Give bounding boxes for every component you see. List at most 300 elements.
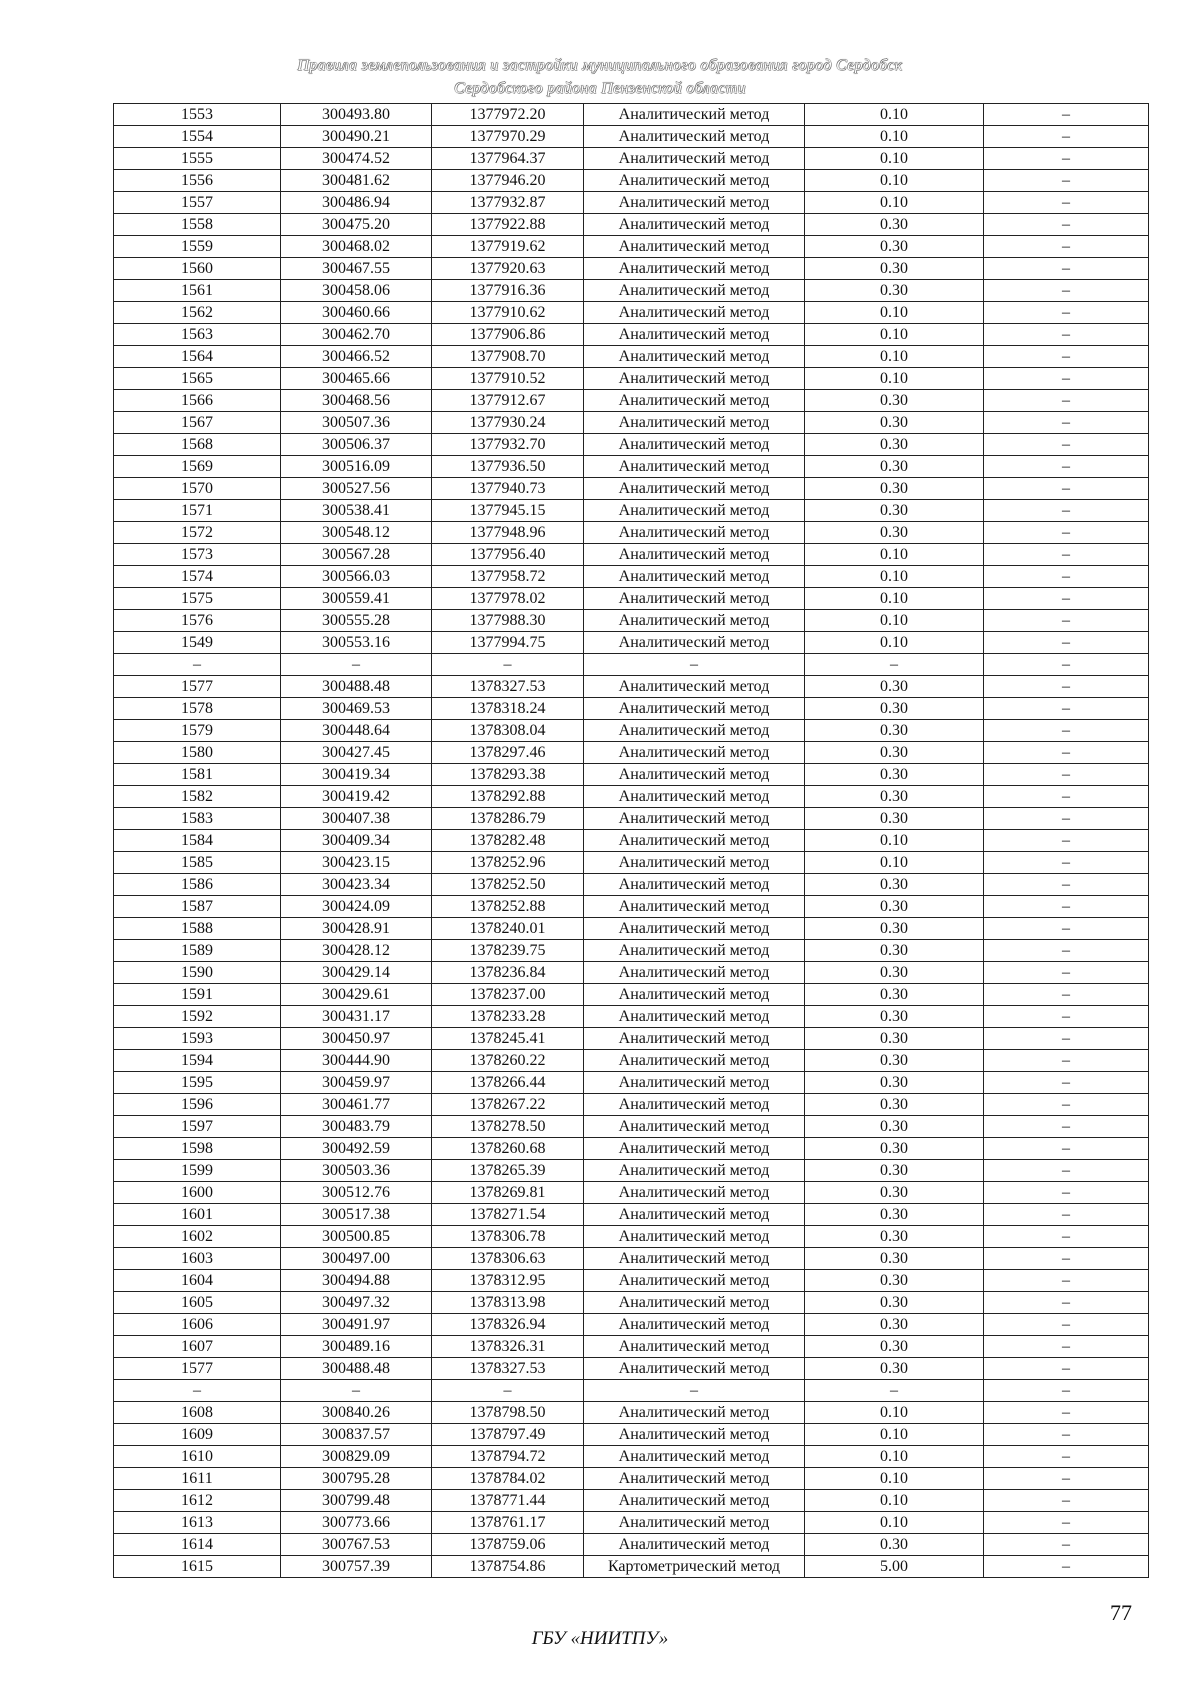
x-coordinate-cell: 300423.34	[281, 874, 432, 896]
x-coordinate-cell: 300506.37	[281, 434, 432, 456]
method-cell: Аналитический метод	[584, 1534, 805, 1556]
y-coordinate-cell: –	[432, 1380, 584, 1402]
y-coordinate-cell: 1378271.54	[432, 1204, 584, 1226]
table-row	[114, 544, 1149, 566]
accuracy-cell: 0.30	[805, 786, 984, 808]
y-coordinate-cell: 1378266.44	[432, 1072, 584, 1094]
point-number-cell: 1562	[114, 302, 281, 324]
point-number-cell: 1592	[114, 1006, 281, 1028]
note-cell: –	[984, 302, 1149, 324]
point-number-cell: –	[114, 1380, 281, 1402]
note-cell: –	[984, 434, 1149, 456]
method-cell: Аналитический метод	[584, 104, 805, 126]
method-cell: Аналитический метод	[584, 1336, 805, 1358]
point-number-cell: 1611	[114, 1468, 281, 1490]
accuracy-cell: 0.10	[805, 368, 984, 390]
point-number-cell: 1569	[114, 456, 281, 478]
note-cell: –	[984, 236, 1149, 258]
note-cell: –	[984, 742, 1149, 764]
point-number-cell: 1581	[114, 764, 281, 786]
y-coordinate-cell: 1378265.39	[432, 1160, 584, 1182]
method-cell: Аналитический метод	[584, 764, 805, 786]
table-row	[114, 324, 1149, 346]
accuracy-cell: 0.10	[805, 324, 984, 346]
point-number-cell: 1585	[114, 852, 281, 874]
accuracy-cell: 0.10	[805, 852, 984, 874]
x-coordinate-cell: 300424.09	[281, 896, 432, 918]
accuracy-cell: 0.10	[805, 170, 984, 192]
accuracy-cell: 0.30	[805, 1270, 984, 1292]
method-cell: Аналитический метод	[584, 280, 805, 302]
x-coordinate-cell: 300497.32	[281, 1292, 432, 1314]
table-row	[114, 1116, 1149, 1138]
note-cell: –	[984, 698, 1149, 720]
note-cell: –	[984, 1072, 1149, 1094]
y-coordinate-cell: 1378326.94	[432, 1314, 584, 1336]
accuracy-cell: 0.30	[805, 1116, 984, 1138]
accuracy-cell: 0.30	[805, 1204, 984, 1226]
note-cell: –	[984, 1204, 1149, 1226]
y-coordinate-cell: 1378239.75	[432, 940, 584, 962]
accuracy-cell: 0.10	[805, 1446, 984, 1468]
table-row	[114, 610, 1149, 632]
point-number-cell: 1570	[114, 478, 281, 500]
point-number-cell: 1603	[114, 1248, 281, 1270]
accuracy-cell: 0.10	[805, 588, 984, 610]
x-coordinate-cell: 300538.41	[281, 500, 432, 522]
accuracy-cell: 0.30	[805, 1248, 984, 1270]
note-cell: –	[984, 830, 1149, 852]
table-row	[114, 1512, 1149, 1534]
note-cell: –	[984, 1116, 1149, 1138]
y-coordinate-cell: 1378771.44	[432, 1490, 584, 1512]
x-coordinate-cell: 300444.90	[281, 1050, 432, 1072]
table-row	[114, 1314, 1149, 1336]
note-cell: –	[984, 214, 1149, 236]
y-coordinate-cell: 1378282.48	[432, 830, 584, 852]
point-number-cell: 1595	[114, 1072, 281, 1094]
note-cell: –	[984, 258, 1149, 280]
method-cell: Аналитический метод	[584, 1248, 805, 1270]
note-cell: –	[984, 1094, 1149, 1116]
note-cell: –	[984, 720, 1149, 742]
note-cell: –	[984, 148, 1149, 170]
accuracy-cell: 0.30	[805, 720, 984, 742]
note-cell: –	[984, 544, 1149, 566]
note-cell: –	[984, 412, 1149, 434]
point-number-cell: 1594	[114, 1050, 281, 1072]
note-cell: –	[984, 1028, 1149, 1050]
y-coordinate-cell: 1378759.06	[432, 1534, 584, 1556]
point-number-cell: 1606	[114, 1314, 281, 1336]
y-coordinate-cell: 1378308.04	[432, 720, 584, 742]
table-row	[114, 1204, 1149, 1226]
page-number: 77	[1110, 1600, 1132, 1625]
x-coordinate-cell: 300553.16	[281, 632, 432, 654]
table-row	[114, 1490, 1149, 1512]
method-cell: Аналитический метод	[584, 786, 805, 808]
accuracy-cell: 0.30	[805, 940, 984, 962]
x-coordinate-cell: 300567.28	[281, 544, 432, 566]
accuracy-cell: 0.30	[805, 434, 984, 456]
y-coordinate-cell: 1378798.50	[432, 1402, 584, 1424]
method-cell: Аналитический метод	[584, 522, 805, 544]
y-coordinate-cell: –	[432, 654, 584, 676]
point-number-cell: 1557	[114, 192, 281, 214]
x-coordinate-cell: 300458.06	[281, 280, 432, 302]
accuracy-cell: 0.30	[805, 742, 984, 764]
table-row	[114, 214, 1149, 236]
x-coordinate-cell: 300767.53	[281, 1534, 432, 1556]
table-row	[114, 1226, 1149, 1248]
y-coordinate-cell: 1377946.20	[432, 170, 584, 192]
x-coordinate-cell: 300488.48	[281, 676, 432, 698]
point-number-cell: 1615	[114, 1556, 281, 1578]
table-row	[114, 148, 1149, 170]
point-number-cell: 1610	[114, 1446, 281, 1468]
method-cell: Аналитический метод	[584, 544, 805, 566]
table-row	[114, 478, 1149, 500]
x-coordinate-cell: 300507.36	[281, 412, 432, 434]
method-cell: Аналитический метод	[584, 1314, 805, 1336]
point-number-cell: 1561	[114, 280, 281, 302]
point-number-cell: 1579	[114, 720, 281, 742]
method-cell: Аналитический метод	[584, 1402, 805, 1424]
note-cell: –	[984, 1402, 1149, 1424]
point-number-cell: 1613	[114, 1512, 281, 1534]
x-coordinate-cell: 300460.66	[281, 302, 432, 324]
table-row	[114, 588, 1149, 610]
table-row	[114, 1006, 1149, 1028]
point-number-cell: 1598	[114, 1138, 281, 1160]
x-coordinate-cell: –	[281, 654, 432, 676]
y-coordinate-cell: 1378286.79	[432, 808, 584, 830]
accuracy-cell: 0.10	[805, 1490, 984, 1512]
note-cell: –	[984, 1182, 1149, 1204]
point-number-cell: 1572	[114, 522, 281, 544]
y-coordinate-cell: 1377948.96	[432, 522, 584, 544]
note-cell: –	[984, 1138, 1149, 1160]
accuracy-cell: 0.30	[805, 1314, 984, 1336]
x-coordinate-cell: 300497.00	[281, 1248, 432, 1270]
y-coordinate-cell: 1377940.73	[432, 478, 584, 500]
running-header-line-2: Сердобского района Пензенской области	[454, 80, 746, 97]
point-number-cell: 1567	[114, 412, 281, 434]
x-coordinate-cell: 300494.88	[281, 1270, 432, 1292]
note-cell: –	[984, 324, 1149, 346]
y-coordinate-cell: 1378313.98	[432, 1292, 584, 1314]
x-coordinate-cell: 300427.45	[281, 742, 432, 764]
note-cell: –	[984, 1270, 1149, 1292]
point-number-cell: 1568	[114, 434, 281, 456]
y-coordinate-cell: 1378297.46	[432, 742, 584, 764]
note-cell: –	[984, 896, 1149, 918]
table-row	[114, 170, 1149, 192]
accuracy-cell: 0.10	[805, 104, 984, 126]
x-coordinate-cell: 300491.97	[281, 1314, 432, 1336]
method-cell: Аналитический метод	[584, 412, 805, 434]
table-row	[114, 962, 1149, 984]
point-number-cell: 1554	[114, 126, 281, 148]
y-coordinate-cell: 1378260.22	[432, 1050, 584, 1072]
method-cell: Аналитический метод	[584, 214, 805, 236]
x-coordinate-cell: 300461.77	[281, 1094, 432, 1116]
method-cell: Аналитический метод	[584, 1028, 805, 1050]
method-cell: Аналитический метод	[584, 720, 805, 742]
y-coordinate-cell: 1378260.68	[432, 1138, 584, 1160]
y-coordinate-cell: 1378306.63	[432, 1248, 584, 1270]
accuracy-cell: 0.10	[805, 148, 984, 170]
note-cell: –	[984, 500, 1149, 522]
table-row	[114, 280, 1149, 302]
y-coordinate-cell: 1378794.72	[432, 1446, 584, 1468]
method-cell: Аналитический метод	[584, 1072, 805, 1094]
accuracy-cell: 0.30	[805, 1094, 984, 1116]
note-cell: –	[984, 610, 1149, 632]
y-coordinate-cell: 1378267.22	[432, 1094, 584, 1116]
x-coordinate-cell: 300795.28	[281, 1468, 432, 1490]
table-row	[114, 390, 1149, 412]
x-coordinate-cell: 300462.70	[281, 324, 432, 346]
table-row	[114, 1138, 1149, 1160]
method-cell: Аналитический метод	[584, 1182, 805, 1204]
x-coordinate-cell: 300488.48	[281, 1358, 432, 1380]
method-cell: Аналитический метод	[584, 456, 805, 478]
point-number-cell: 1593	[114, 1028, 281, 1050]
accuracy-cell: 0.30	[805, 1050, 984, 1072]
y-coordinate-cell: 1378312.95	[432, 1270, 584, 1292]
y-coordinate-cell: 1377919.62	[432, 236, 584, 258]
y-coordinate-cell: 1377964.37	[432, 148, 584, 170]
coordinates-table-body	[114, 104, 1149, 1578]
note-cell: –	[984, 874, 1149, 896]
y-coordinate-cell: 1378292.88	[432, 786, 584, 808]
y-coordinate-cell: 1378233.28	[432, 1006, 584, 1028]
method-cell: Аналитический метод	[584, 1358, 805, 1380]
note-cell: –	[984, 1468, 1149, 1490]
note-cell: –	[984, 1226, 1149, 1248]
accuracy-cell: 0.30	[805, 1006, 984, 1028]
table-row	[114, 346, 1149, 368]
accuracy-cell: 0.30	[805, 1534, 984, 1556]
point-number-cell: 1604	[114, 1270, 281, 1292]
note-cell: –	[984, 588, 1149, 610]
table-row	[114, 500, 1149, 522]
note-cell: –	[984, 170, 1149, 192]
x-coordinate-cell: 300468.02	[281, 236, 432, 258]
accuracy-cell: 0.30	[805, 478, 984, 500]
x-coordinate-cell: 300409.34	[281, 830, 432, 852]
method-cell: Картометрический метод	[584, 1556, 805, 1578]
accuracy-cell: 0.10	[805, 1468, 984, 1490]
method-cell: Аналитический метод	[584, 1446, 805, 1468]
table-row	[114, 456, 1149, 478]
method-cell: Аналитический метод	[584, 632, 805, 654]
x-coordinate-cell: 300419.34	[281, 764, 432, 786]
x-coordinate-cell: 300474.52	[281, 148, 432, 170]
point-number-cell: 1602	[114, 1226, 281, 1248]
method-cell: Аналитический метод	[584, 1160, 805, 1182]
table-row	[114, 434, 1149, 456]
method-cell: Аналитический метод	[584, 918, 805, 940]
method-cell: Аналитический метод	[584, 1468, 805, 1490]
y-coordinate-cell: 1378797.49	[432, 1424, 584, 1446]
table-row	[114, 874, 1149, 896]
point-number-cell: 1573	[114, 544, 281, 566]
method-cell: Аналитический метод	[584, 324, 805, 346]
accuracy-cell: 0.10	[805, 1402, 984, 1424]
accuracy-cell: 0.10	[805, 302, 984, 324]
x-coordinate-cell: 300466.52	[281, 346, 432, 368]
x-coordinate-cell: 300799.48	[281, 1490, 432, 1512]
y-coordinate-cell: 1377970.29	[432, 126, 584, 148]
y-coordinate-cell: 1377956.40	[432, 544, 584, 566]
point-number-cell: 1575	[114, 588, 281, 610]
accuracy-cell: 0.30	[805, 962, 984, 984]
table-row	[114, 126, 1149, 148]
accuracy-cell: 0.10	[805, 566, 984, 588]
accuracy-cell: 0.30	[805, 280, 984, 302]
x-coordinate-cell: 300465.66	[281, 368, 432, 390]
accuracy-cell: –	[805, 1380, 984, 1402]
method-cell: Аналитический метод	[584, 962, 805, 984]
table-row	[114, 786, 1149, 808]
x-coordinate-cell: 300503.36	[281, 1160, 432, 1182]
method-cell: Аналитический метод	[584, 148, 805, 170]
table-row	[114, 808, 1149, 830]
x-coordinate-cell: 300500.85	[281, 1226, 432, 1248]
point-number-cell: 1586	[114, 874, 281, 896]
table-row	[114, 1028, 1149, 1050]
accuracy-cell: 0.30	[805, 412, 984, 434]
table-row	[114, 1380, 1149, 1402]
accuracy-cell: 0.30	[805, 764, 984, 786]
y-coordinate-cell: 1378327.53	[432, 1358, 584, 1380]
note-cell: –	[984, 1050, 1149, 1072]
note-cell: –	[984, 808, 1149, 830]
point-number-cell: 1591	[114, 984, 281, 1006]
y-coordinate-cell: 1378252.50	[432, 874, 584, 896]
y-coordinate-cell: 1378327.53	[432, 676, 584, 698]
table-row	[114, 1292, 1149, 1314]
method-cell: Аналитический метод	[584, 1292, 805, 1314]
y-coordinate-cell: 1377932.70	[432, 434, 584, 456]
method-cell: Аналитический метод	[584, 1512, 805, 1534]
table-row	[114, 1402, 1149, 1424]
table-row	[114, 1556, 1149, 1578]
point-number-cell: 1556	[114, 170, 281, 192]
note-cell: –	[984, 1424, 1149, 1446]
point-number-cell: 1558	[114, 214, 281, 236]
accuracy-cell: 0.30	[805, 1226, 984, 1248]
y-coordinate-cell: 1378754.86	[432, 1556, 584, 1578]
table-row	[114, 1050, 1149, 1072]
y-coordinate-cell: 1377920.63	[432, 258, 584, 280]
method-cell: Аналитический метод	[584, 896, 805, 918]
point-number-cell: 1599	[114, 1160, 281, 1182]
note-cell: –	[984, 280, 1149, 302]
method-cell: –	[584, 1380, 805, 1402]
point-number-cell: 1614	[114, 1534, 281, 1556]
note-cell: –	[984, 654, 1149, 676]
y-coordinate-cell: 1377930.24	[432, 412, 584, 434]
method-cell: Аналитический метод	[584, 610, 805, 632]
table-row	[114, 1358, 1149, 1380]
method-cell: Аналитический метод	[584, 588, 805, 610]
accuracy-cell: 0.30	[805, 918, 984, 940]
method-cell: Аналитический метод	[584, 984, 805, 1006]
point-number-cell: 1589	[114, 940, 281, 962]
x-coordinate-cell: 300548.12	[281, 522, 432, 544]
method-cell: Аналитический метод	[584, 1116, 805, 1138]
accuracy-cell: –	[805, 654, 984, 676]
method-cell: Аналитический метод	[584, 566, 805, 588]
note-cell: –	[984, 1446, 1149, 1468]
method-cell: Аналитический метод	[584, 258, 805, 280]
point-number-cell: 1578	[114, 698, 281, 720]
note-cell: –	[984, 918, 1149, 940]
note-cell: –	[984, 1512, 1149, 1534]
method-cell: Аналитический метод	[584, 1490, 805, 1512]
coordinates-table	[113, 103, 1149, 1578]
table-row	[114, 830, 1149, 852]
note-cell: –	[984, 1358, 1149, 1380]
method-cell: Аналитический метод	[584, 434, 805, 456]
note-cell: –	[984, 1556, 1149, 1578]
point-number-cell: 1555	[114, 148, 281, 170]
table-row	[114, 940, 1149, 962]
point-number-cell: 1587	[114, 896, 281, 918]
point-number-cell: 1607	[114, 1336, 281, 1358]
note-cell: –	[984, 192, 1149, 214]
table-row	[114, 192, 1149, 214]
table-row	[114, 1424, 1149, 1446]
accuracy-cell: 0.30	[805, 808, 984, 830]
point-number-cell: 1600	[114, 1182, 281, 1204]
method-cell: Аналитический метод	[584, 698, 805, 720]
point-number-cell: 1574	[114, 566, 281, 588]
accuracy-cell: 0.30	[805, 214, 984, 236]
accuracy-cell: 0.10	[805, 1424, 984, 1446]
point-number-cell: 1549	[114, 632, 281, 654]
note-cell: –	[984, 1292, 1149, 1314]
x-coordinate-cell: 300431.17	[281, 1006, 432, 1028]
y-coordinate-cell: 1378269.81	[432, 1182, 584, 1204]
x-coordinate-cell: 300493.80	[281, 104, 432, 126]
accuracy-cell: 0.30	[805, 874, 984, 896]
point-number-cell: 1566	[114, 390, 281, 412]
point-number-cell: 1580	[114, 742, 281, 764]
note-cell: –	[984, 126, 1149, 148]
table-row	[114, 302, 1149, 324]
table-row	[114, 1094, 1149, 1116]
x-coordinate-cell: 300517.38	[281, 1204, 432, 1226]
method-cell: Аналитический метод	[584, 170, 805, 192]
y-coordinate-cell: 1377994.75	[432, 632, 584, 654]
accuracy-cell: 5.00	[805, 1556, 984, 1578]
note-cell: –	[984, 566, 1149, 588]
accuracy-cell: 0.30	[805, 390, 984, 412]
x-coordinate-cell: 300773.66	[281, 1512, 432, 1534]
table-row	[114, 984, 1149, 1006]
point-number-cell: 1608	[114, 1402, 281, 1424]
x-coordinate-cell: 300429.61	[281, 984, 432, 1006]
accuracy-cell: 0.30	[805, 500, 984, 522]
point-number-cell: 1612	[114, 1490, 281, 1512]
table-row	[114, 522, 1149, 544]
note-cell: –	[984, 1248, 1149, 1270]
y-coordinate-cell: 1378237.00	[432, 984, 584, 1006]
